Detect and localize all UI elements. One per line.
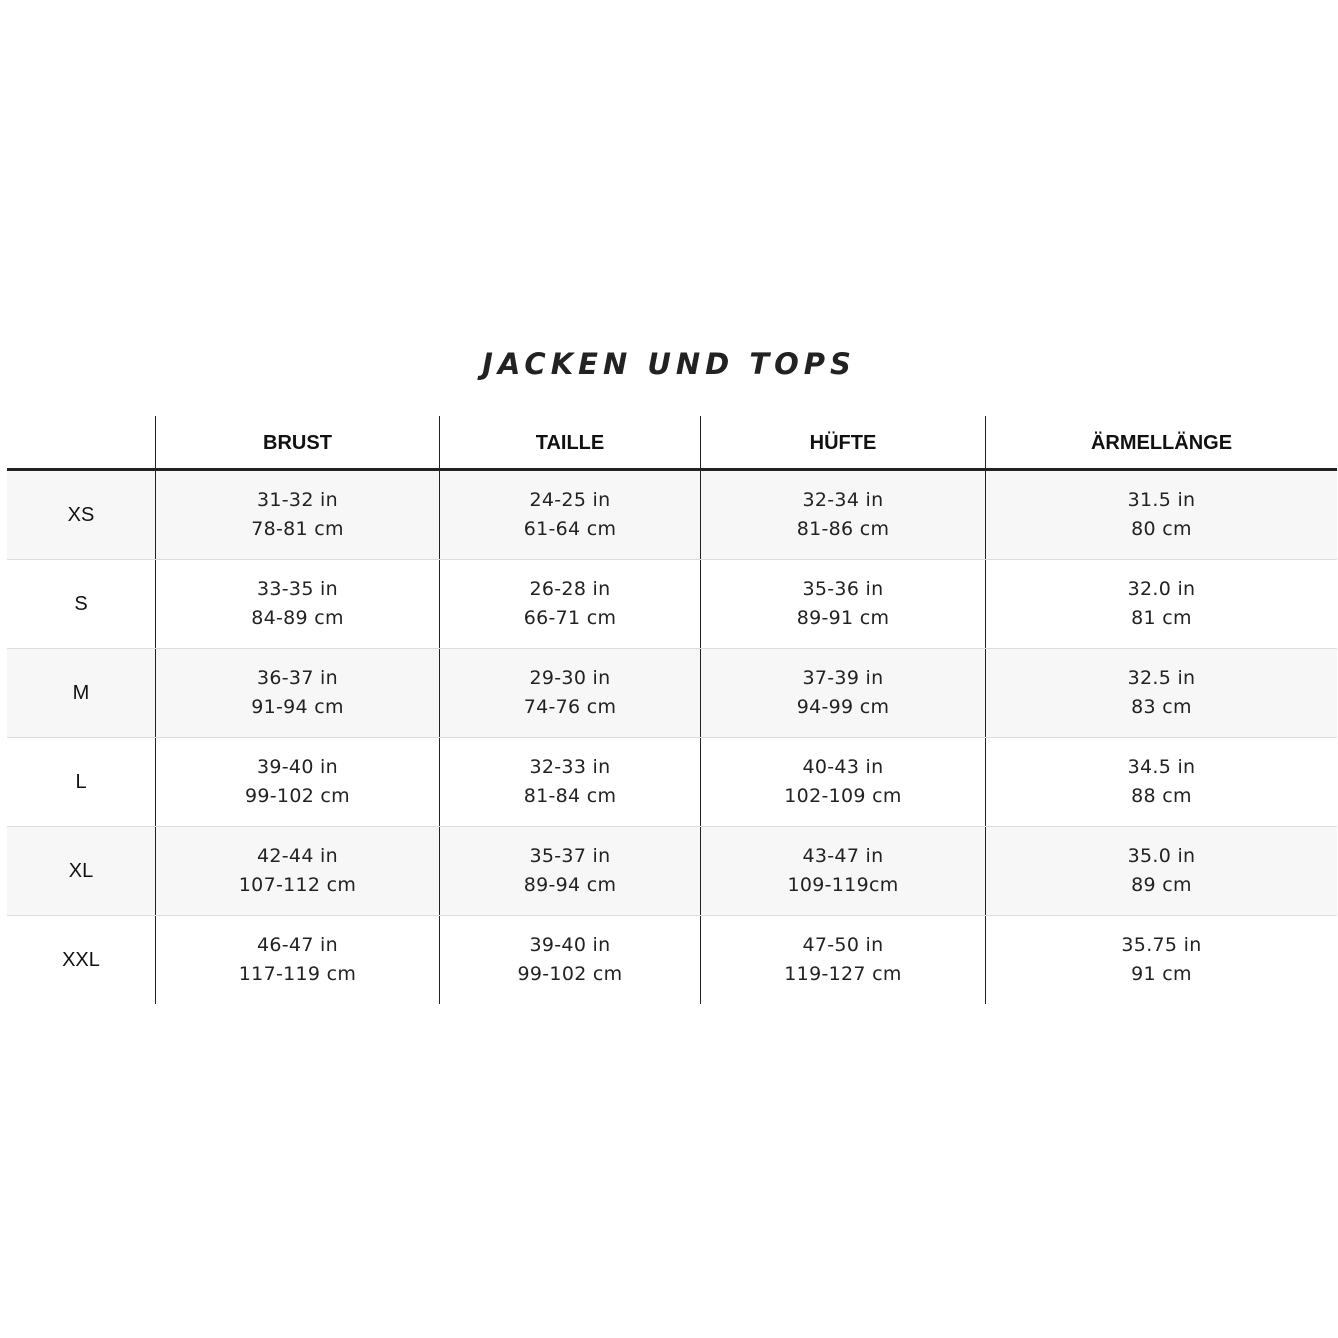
size-label: XXL	[62, 948, 100, 971]
header-size	[7, 416, 155, 468]
value-cm: 81 cm	[1131, 607, 1192, 629]
value-in: 47-50 in	[802, 934, 884, 956]
taille-cell	[439, 649, 700, 737]
value-in: 46-47 in	[257, 934, 338, 956]
value-cm: 81-86 cm	[796, 518, 890, 540]
value-in: 39-40 in	[257, 756, 338, 778]
size-label: M	[72, 681, 90, 704]
table-row	[7, 471, 1337, 560]
value-in: 36-37 in	[257, 667, 338, 689]
table-row	[7, 560, 1337, 649]
header-huefte: HÜFTE	[700, 416, 985, 468]
taille-cell	[439, 738, 700, 826]
value-cm: 89-94 cm	[523, 874, 617, 896]
table-header-row	[7, 416, 1337, 471]
value-cm: 80 cm	[1131, 518, 1192, 540]
value-cm: 61-64 cm	[523, 518, 617, 540]
value-cm: 89 cm	[1131, 874, 1192, 896]
value-cm: 74-76 cm	[523, 696, 617, 718]
taille-cell	[439, 560, 700, 648]
size-label: S	[74, 592, 88, 615]
value-in: 34.5 in	[1127, 756, 1196, 778]
value-cm: 66-71 cm	[523, 607, 617, 629]
huefte-cell	[700, 560, 985, 648]
value-in: 39-40 in	[529, 934, 611, 956]
brust-cell	[155, 649, 439, 737]
brust-cell	[155, 738, 439, 826]
aermellaenge-cell	[985, 827, 1337, 915]
aermellaenge-cell	[985, 560, 1337, 648]
value-cm: 102-109 cm	[784, 785, 902, 807]
value-in: 24-25 in	[529, 489, 611, 511]
huefte-cell	[700, 471, 985, 559]
size-label: L	[75, 770, 87, 793]
value-cm: 91 cm	[1131, 963, 1192, 985]
value-cm: 119-127 cm	[784, 963, 902, 985]
value-in: 42-44 in	[257, 845, 338, 867]
table-row	[7, 649, 1337, 738]
huefte-cell	[700, 738, 985, 826]
taille-cell	[439, 827, 700, 915]
size-label: XL	[68, 859, 94, 882]
value-cm: 99-102 cm	[245, 785, 350, 807]
value-cm: 117-119 cm	[238, 963, 357, 985]
value-in: 43-47 in	[802, 845, 884, 867]
huefte-cell	[700, 649, 985, 737]
table-row	[7, 738, 1337, 827]
huefte-cell	[700, 916, 985, 1004]
value-in: 40-43 in	[802, 756, 884, 778]
value-in: 35-36 in	[802, 578, 884, 600]
taille-cell	[439, 916, 700, 1004]
value-cm: 78-81 cm	[251, 518, 344, 540]
value-cm: 107-112 cm	[238, 874, 357, 896]
page-title: JACKEN UND TOPS	[482, 347, 856, 381]
value-cm: 91-94 cm	[251, 696, 344, 718]
table-row	[7, 827, 1337, 916]
value-cm: 84-89 cm	[251, 607, 344, 629]
value-in: 32-34 in	[802, 489, 884, 511]
table-row	[7, 916, 1337, 1004]
value-in: 29-30 in	[529, 667, 611, 689]
brust-cell	[155, 471, 439, 559]
huefte-cell	[700, 827, 985, 915]
value-in: 33-35 in	[257, 578, 338, 600]
value-in: 35.75 in	[1121, 934, 1202, 956]
brust-cell	[155, 827, 439, 915]
header-aermellaenge: ÄRMELLÄNGE	[985, 416, 1337, 468]
value-in: 31.5 in	[1127, 489, 1196, 511]
value-in: 32.0 in	[1127, 578, 1196, 600]
value-cm: 99-102 cm	[517, 963, 623, 985]
header-brust: BRUST	[155, 416, 439, 468]
taille-cell	[439, 471, 700, 559]
value-in: 31-32 in	[257, 489, 338, 511]
aermellaenge-cell	[985, 649, 1337, 737]
value-cm: 81-84 cm	[523, 785, 617, 807]
value-in: 35-37 in	[529, 845, 611, 867]
value-cm: 94-99 cm	[796, 696, 890, 718]
aermellaenge-cell	[985, 916, 1337, 1004]
value-cm: 83 cm	[1131, 696, 1192, 718]
brust-cell	[155, 916, 439, 1004]
header-taille: TAILLE	[439, 416, 700, 468]
value-in: 26-28 in	[529, 578, 611, 600]
size-table	[7, 416, 1337, 1004]
value-in: 32.5 in	[1127, 667, 1196, 689]
value-in: 32-33 in	[529, 756, 611, 778]
value-cm: 88 cm	[1131, 785, 1192, 807]
value-in: 37-39 in	[802, 667, 884, 689]
brust-cell	[155, 560, 439, 648]
size-label: XS	[67, 503, 95, 526]
value-cm: 89-91 cm	[796, 607, 890, 629]
aermellaenge-cell	[985, 471, 1337, 559]
value-cm: 109-119cm	[787, 874, 899, 896]
value-in: 35.0 in	[1127, 845, 1196, 867]
aermellaenge-cell	[985, 738, 1337, 826]
